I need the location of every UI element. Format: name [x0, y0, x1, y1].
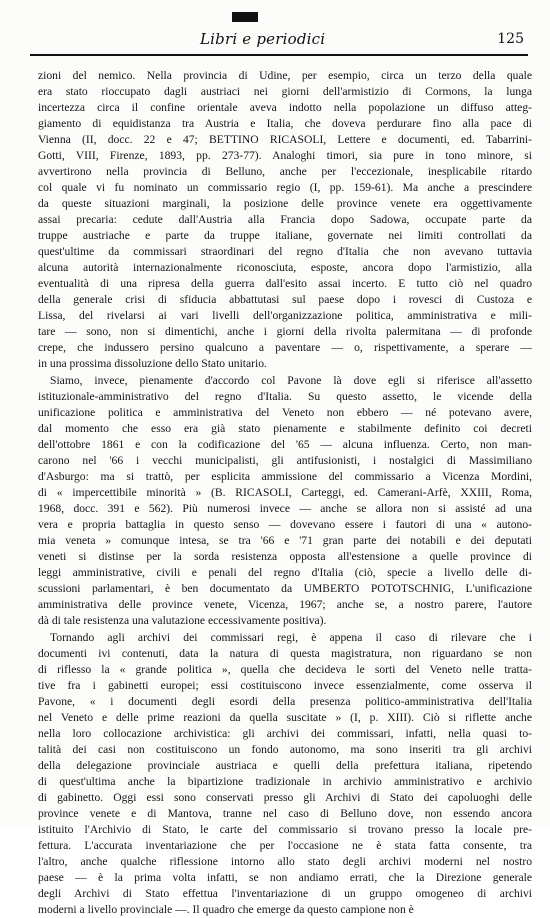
text-line: leggi amministrative, civili e penali del regno d'Italia (ciò, specie a livello delle di-	[38, 566, 532, 579]
text-line: paese — è la prima volta infatti, se non andiamo errati, che la Direzione generale	[38, 871, 532, 884]
text-line: dal momento che esso era già stato pienamente e stabilmente definito coi decreti	[38, 422, 532, 435]
text-line: di quest'ultima anche la bipartizione tradizionale in archivio amministrativo e archivio	[38, 775, 532, 788]
text-line: di riflesso la « grande politica », quella che decideva le sorti del Veneto nelle tratta-	[38, 663, 532, 676]
paragraph	[38, 68, 532, 372]
text-line: col quale vi fu nominato un commissario regio (I, pp. 159-61). Ma anche a prescindere	[38, 181, 532, 194]
body-text	[38, 68, 532, 918]
text-line: nel Veneto e delle prime reazioni da quella suscitate » (I, p. XIII). Ciò si riflette anche	[38, 711, 532, 724]
text-line: della generale crisi di sfiducia abbattutasi sul paese dopo i rovesci di Custoza e	[38, 293, 532, 306]
text-line: istituzionale-amministrativo del regno d'Italia. Su questo assetto, le vicende della	[38, 390, 532, 403]
text-line: d'Asburgo: ma si trattò, per esplicita ammissione del commissario a Vicenza Mordini,	[38, 470, 532, 483]
text-line: documenti ivi contenuti, data la natura di questa magistratura, non riguardano se non	[38, 647, 532, 660]
text-line: della delegazione provinciale austriaca e quelli della prefettura italiana, ripetendo	[38, 759, 532, 772]
text-line: alcuna autorità internazionalmente riconosciuta, esposte, ancora dopo l'armistizio, alla	[38, 261, 532, 274]
text-line: Tornando agli archivi dei commissari regi, è appena il caso di rilevare che i	[50, 631, 532, 644]
header-rule	[30, 54, 528, 56]
text-line: Lissa, del rivelarsi ai vari livelli dell'organizzazione politica, amministrativa e mili-	[38, 309, 532, 322]
text-line: di « impercettibile minorità » (B. RICASOLI, Carteggi, ed. Camerani-Arfè, XXIII, Roma,	[38, 486, 532, 499]
text-line: zioni del nemico. Nella provincia di Udine, per esempio, circa un terzo della quale	[38, 69, 532, 82]
page-number: 125	[497, 31, 524, 47]
text-line: truppe austriache e parte da truppe italiane, governate nei limiti controllati da	[38, 229, 532, 242]
text-line: era stato rioccupato dagli austriaci nei giorni dell'armistizio di Cormons, la lunga	[38, 85, 532, 98]
text-line: in una prossima dissoluzione dello Stato unitario.	[38, 357, 267, 370]
text-line: scussioni parlamentari, è ben documentato da UMBERTO POTOTSCHNIG, L'unificazione	[38, 582, 532, 595]
paragraph	[38, 630, 532, 918]
text-line: unificazione politica e amministrativa del Veneto non ebbero — né potevano avere,	[38, 406, 532, 419]
text-line: nella loro collocazione archivistica: gli archivi dei commissari, infatti, nella quasi to-	[38, 727, 532, 740]
text-line: Vienna (II, docc. 22 e 47; BETTINO RICASOLI, Lettere e documenti, ed. Tabarrini-	[38, 133, 532, 146]
paragraph	[38, 373, 532, 629]
running-header-title: Libri e periodici	[200, 30, 326, 48]
text-line: Siamo, invece, pienamente d'accordo col Pavone là dove egli si riferisce all'assetto	[50, 374, 532, 387]
text-line: l'altro, anche qualche riflessione intorno allo stato degli archivi moderni nel nostro	[38, 855, 532, 868]
text-line: crepe, che indussero persino qualcuno a paventare — o, rispettivamente, a sperare —	[38, 341, 532, 354]
text-line: incertezza circa il confine orientale aveva indotto nella popolazione un diffuso atteg-	[38, 101, 532, 114]
text-line: Gotti, VIII, Firenze, 1893, pp. 273-77). Analoghi timori, sia pure in tono minore, si	[38, 149, 532, 162]
text-line: avvertirono nella provincia di Belluno, anche per l'eccezionale, inesplicabile ritardo	[38, 165, 532, 178]
text-line: istituito l'Archivio di Stato, le carte del commissario si trovano presso la locale pre-	[38, 823, 532, 836]
text-line: eventualità di una ripresa della guerra dall'esito assai incerto. E tutto ciò nel quadro	[38, 277, 532, 290]
text-line: amministrativa delle province venete, Vicenza, 1967; anche se, a nostro parere, l'autore	[38, 598, 532, 611]
text-line: degli Archivi di Stato effettua l'inventariazione di un gruppo omogeneo di archivi	[38, 887, 532, 900]
text-line: Pavone, « i documenti degli esordi della presenza politico-amministrativa dell'Italia	[38, 695, 532, 708]
text-line: veneti si distinse per la sorda resistenza opposta all'estensione a quelle province di	[38, 550, 532, 563]
text-line: tive fra i gabinetti europei; essi costituiscono invece essenzialmente, come osserva il	[38, 679, 532, 692]
text-line: dà di tale resistenza una valutazione eccessivamente positiva).	[38, 614, 327, 627]
text-line: fettura. L'accurata inventariazione che per l'occasione ne è stata fatta consente, tra	[38, 839, 532, 852]
text-line: mia veneta » comunque intesa, se tra '66 e '71 gran parte dei notabili e dei deputati	[38, 534, 532, 547]
text-line: giamento di equidistanza tra Austria e Italia, che doveva perdurare fino alla pace di	[38, 117, 532, 130]
text-line: tare — sono, non si dimentichi, anche i giorni della rivolta palermitana — di profonde	[38, 325, 532, 338]
text-line: moderni a livello provinciale —. Il quadro che emerge da questo campione non è	[38, 903, 414, 916]
text-line: quest'ultime da commissari straordinari del regno d'Italia che non avevano tuttavia	[38, 245, 532, 258]
text-line: carono nel '66 i vecchi municipalisti, gli antifusionisti, i nostalgici di Massimiliano	[38, 454, 532, 467]
text-line: vera e propria battaglia in questo senso — dovevano essere i fautori di una « autono-	[38, 518, 532, 531]
header-mark	[232, 12, 258, 22]
text-line: 1968, docc. 391 e 562). Più numerosi invece — anche se allora non si assisté ad una	[38, 502, 532, 515]
text-line: di gabinetto. Oggi essi sono conservati presso gli Archivi di Stato dei capoluoghi delle	[38, 791, 532, 804]
text-line: talità dei casi non costituiscono un fondo autonomo, ma sono inseriti tra gli archivi	[38, 743, 532, 756]
text-line: dell'ottobre 1861 e con la codificazione del '65 — alcuna influenza. Certo, non man-	[38, 438, 532, 451]
text-line: assai precaria: cedute dall'Austria alla Francia dopo Sadowa, occupate parte da	[38, 213, 532, 226]
text-line: da queste situazioni marginali, la posizione delle province venete era oggettivamente	[38, 197, 532, 210]
text-line: province venete e di Mantova, tranne nel caso di Belluno dove, non essendo ancora	[38, 807, 532, 820]
